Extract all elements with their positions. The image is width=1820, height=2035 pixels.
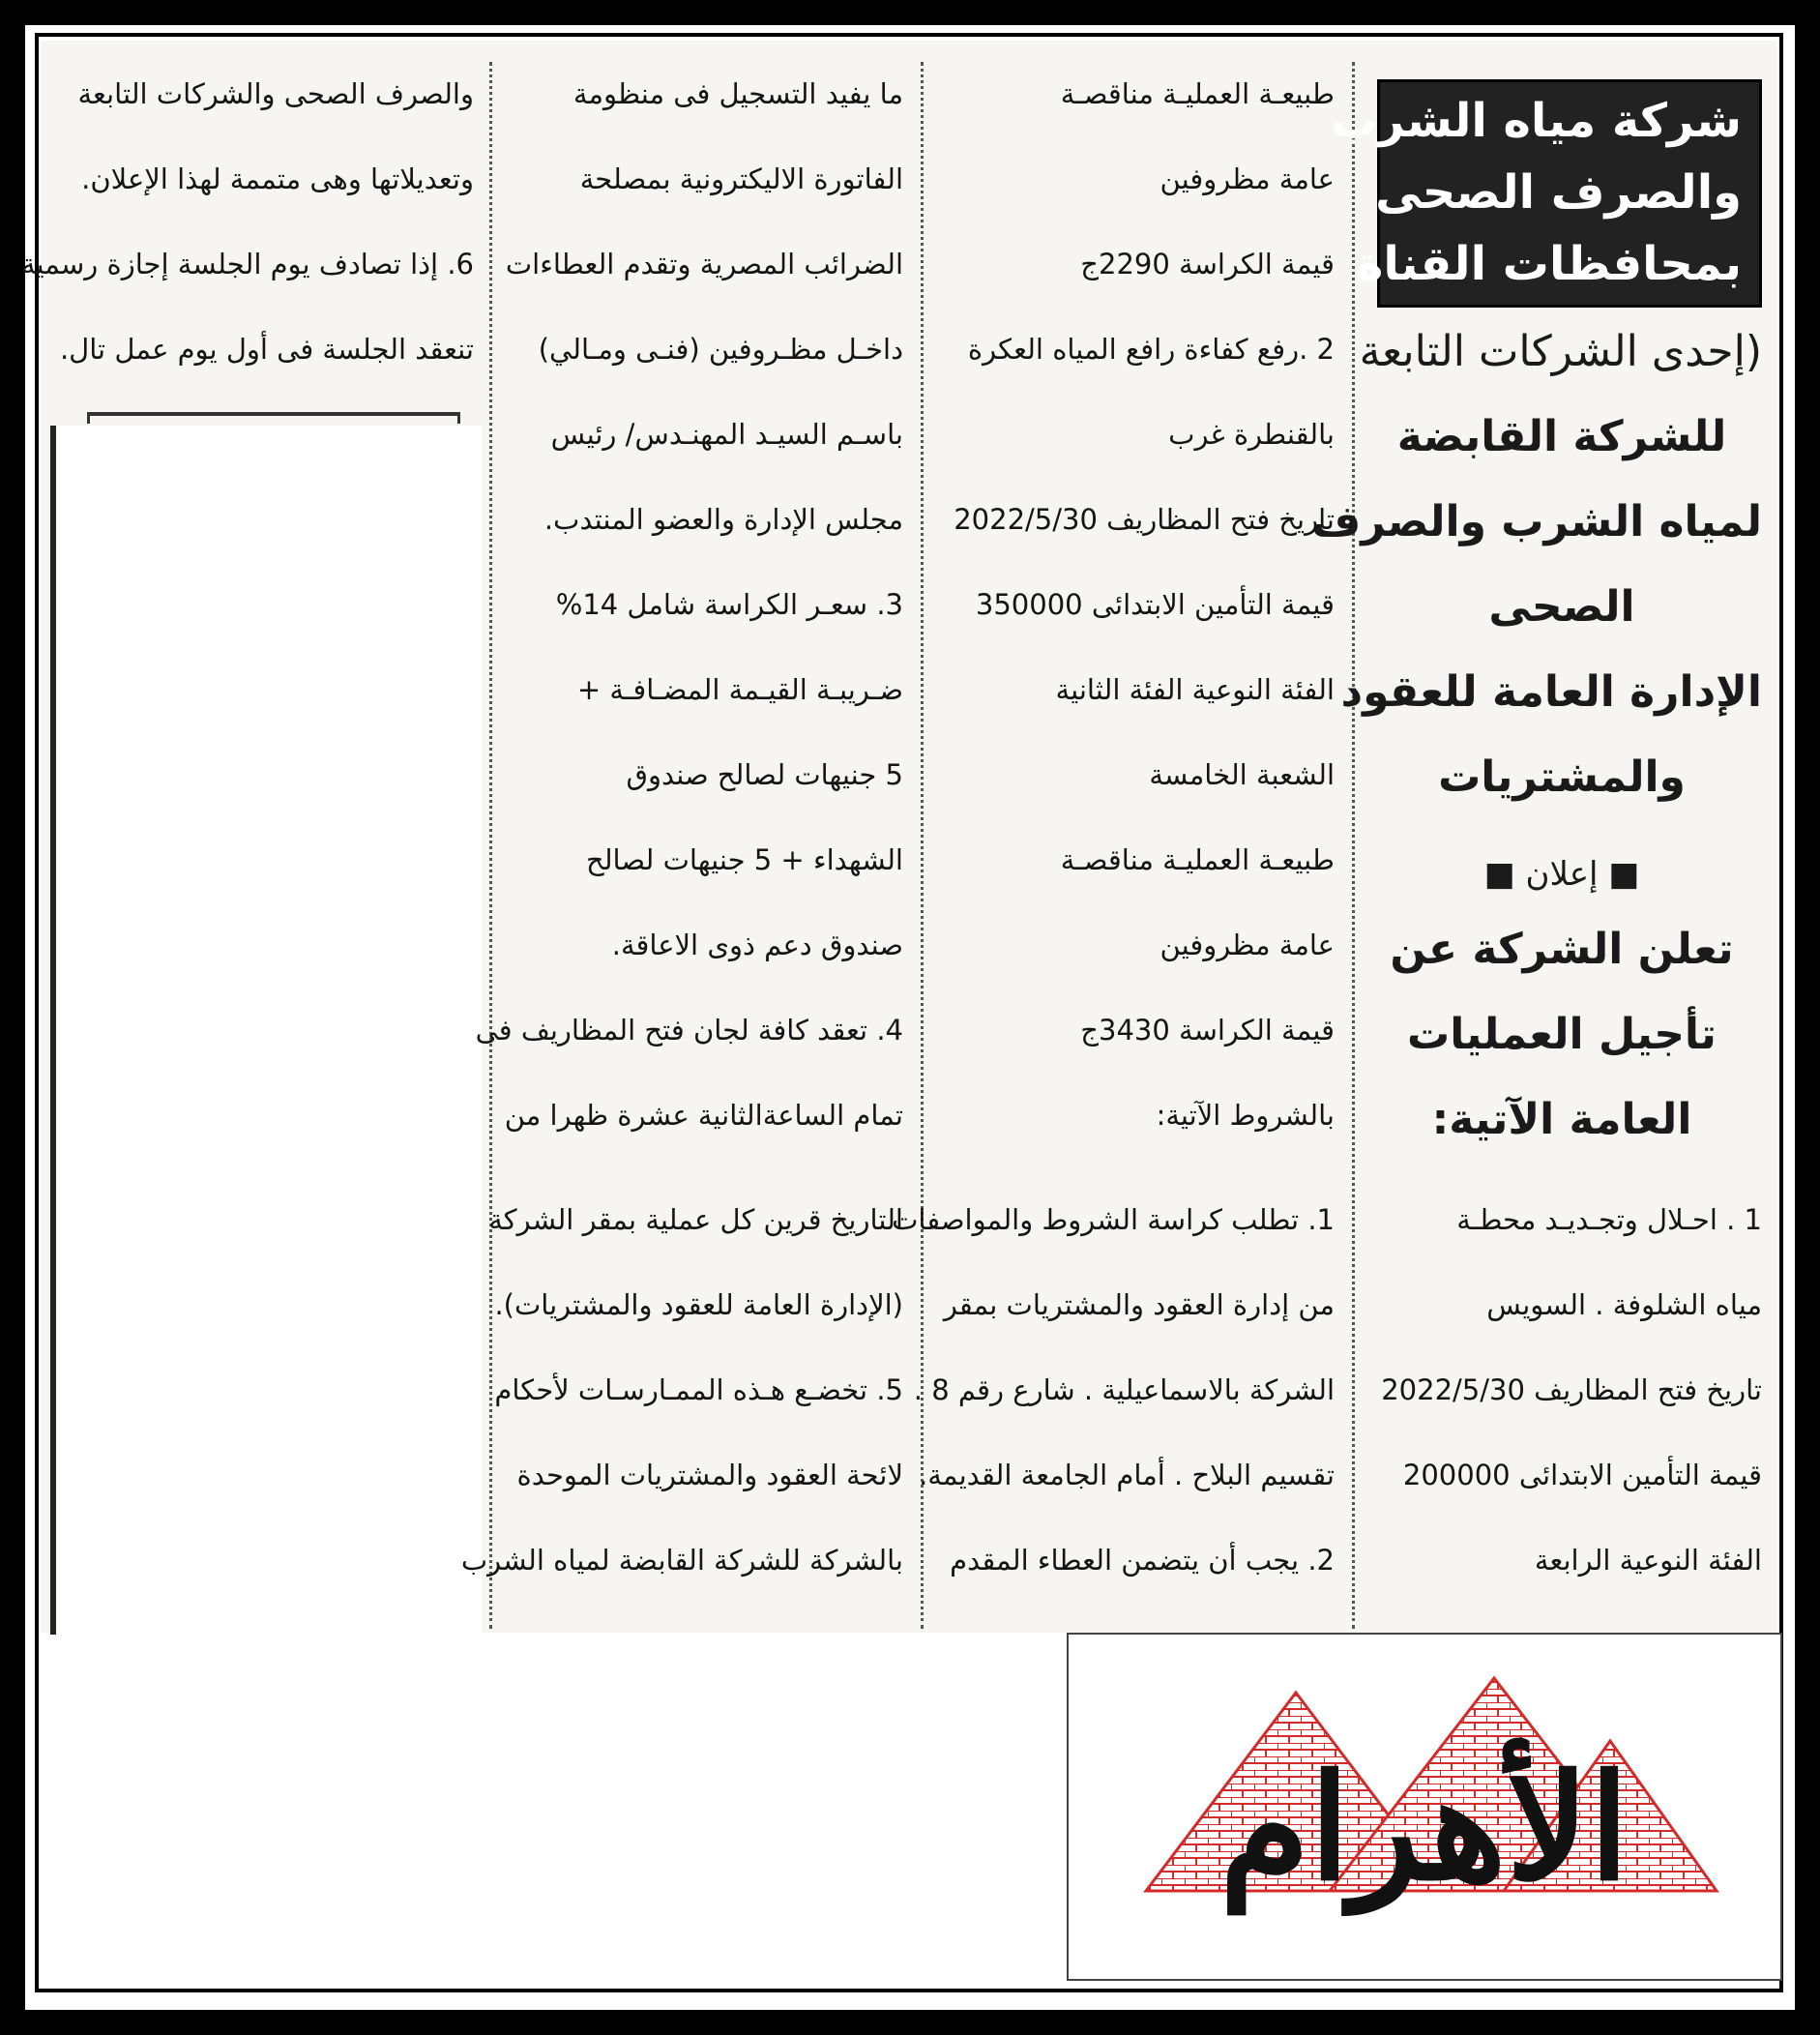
announcement-label: ■ إعلان ■ (1483, 855, 1640, 894)
ad-title-line: شركة مياه الشرب (1331, 94, 1742, 148)
body-line: قيمة الكراسة 3430ج (1080, 1014, 1335, 1047)
body-line: تقسيم البلاح . أمام الجامعة القديمة. (919, 1459, 1335, 1491)
body-line: التاريخ قرين كل عملية بمقر الشركة (488, 1203, 903, 1236)
body-line: تنعقد الجلسة فى أول يوم عمل تال. (59, 333, 474, 366)
body-line: مياه الشلوفة . السويس (1486, 1288, 1762, 1321)
body-line: مجلس الإدارة والعضو المنتدب. (543, 503, 903, 536)
ad-title-line: والصرف الصحى (1375, 165, 1742, 220)
subtitle-line: الصحى (1488, 582, 1635, 632)
body-line: (الإدارة العامة للعقود والمشتريات). (494, 1288, 903, 1321)
body-line: ما يفيد التسجيل فى منظومة (572, 77, 903, 110)
subtitle-line: والمشتريات (1438, 752, 1686, 802)
body-line: الشركة بالاسماعيلية . شارع رقم 8 . (913, 1373, 1335, 1406)
column-2 (892, 0, 1335, 1635)
body-line: بالقنطرة غرب (1168, 418, 1335, 451)
body-line: الشعبة الخامسة (1149, 758, 1335, 791)
body-line: الفئة النوعية الرابعة (1534, 1544, 1762, 1577)
subtitle-line: (إحدى الشركات التابعة (1359, 327, 1762, 376)
body-line: طبيعـة العمليـة مناقصـة (1060, 843, 1335, 876)
logo-wordmark: الأهرام (1219, 1743, 1629, 1913)
body-line: لائحة العقود والمشتريات الموحدة (516, 1459, 903, 1491)
newspaper-logo (1067, 1633, 1782, 1981)
body-line: 3. سعـر الكراسة شامل 14% (555, 588, 903, 621)
body-line: تاريخ فتح المظاريف 2022/5/30 (1381, 1373, 1762, 1406)
body-line: قيمة التأمين الابتدائى 350000 (975, 588, 1335, 621)
body-line: داخـل مظـروفين (فنـى ومـالي) (538, 333, 903, 366)
body-line: 5 جنيهات لصالح صندوق (626, 758, 903, 791)
body-line: باسـم السيـد المهنـدس/ رئيس (550, 418, 903, 451)
column-rule (489, 62, 492, 1629)
body-line: صندوق دعم ذوى الاعاقة. (611, 929, 903, 961)
body-line: 1 . احـلال وتجـديـد محطـة (1456, 1203, 1762, 1236)
body-line: تمام الساعةالثانية عشرة ظهرا من (504, 1099, 903, 1132)
body-line: 2 .رفع كفاءة رافع المياه العكرة (967, 333, 1335, 366)
body-line: الفاتورة الاليكترونية بمصلحة (579, 162, 903, 195)
body-line: 2. يجب أن يتضمن العطاء المقدم (950, 1544, 1335, 1577)
body-line: 6. إذا تصادف يوم الجلسة إجازة رسمية (20, 248, 474, 280)
column-4 (20, 0, 474, 426)
blank-area (50, 426, 482, 1635)
column-1 (1311, 0, 1762, 1635)
subtitle-line: الإدارة العامة للعقود (1340, 667, 1762, 717)
body-line: بالشروط الآتية: (1156, 1099, 1335, 1132)
body-line: وتعديلاتها وهى متممة لهذا الإعلان. (81, 162, 474, 195)
body-line: بالشركة للشركة القابضة لمياه الشرب (460, 1544, 903, 1577)
intro-line: العامة الآتية: (1431, 1095, 1692, 1144)
intro-line: تأجيل العمليات (1407, 1010, 1717, 1059)
body-line: ضـريبـة القيـمة المضـافـة + (576, 673, 903, 706)
column-rule (1352, 62, 1355, 1629)
ad-title-line: بمحافظات القناة (1356, 237, 1742, 291)
subtitle-line: للشركة القابضة (1396, 412, 1727, 461)
body-line: من إدارة العقود والمشتريات بمقر (943, 1288, 1335, 1321)
body-line: الفئة النوعية الفئة الثانية (1055, 673, 1335, 706)
intro-line: تعلن الشركة عن (1390, 925, 1734, 974)
body-line: عامة مظروفين (1160, 929, 1335, 961)
body-line: تاريخ فتح المظاريف 2022/5/30 (954, 503, 1335, 536)
body-line: قيمة التأمين الابتدائى 200000 (1402, 1459, 1762, 1491)
end-separator (87, 412, 460, 424)
body-line: والصرف الصحى والشركات التابعة (77, 77, 474, 110)
body-line: طبيعـة العمليـة مناقصـة (1060, 77, 1335, 110)
body-line: قيمة الكراسة 2290ج (1080, 248, 1335, 280)
body-line: 5. تخضـع هـذه الممـارسـات لأحكام (494, 1373, 903, 1406)
body-line: الشهداء + 5 جنيهات لصالح (586, 843, 903, 876)
subtitle-line: لمياه الشرب والصرف (1311, 497, 1762, 546)
body-line: عامة مظروفين (1160, 162, 1335, 195)
body-line: 1. تطلب كراسة الشروط والمواصفات (892, 1203, 1335, 1236)
body-line: الضرائب المصرية وتقدم العطاءات (505, 248, 903, 280)
body-line: 4. تعقد كافة لجان فتح المظاريف فى (475, 1014, 903, 1047)
column-3 (460, 0, 903, 1635)
